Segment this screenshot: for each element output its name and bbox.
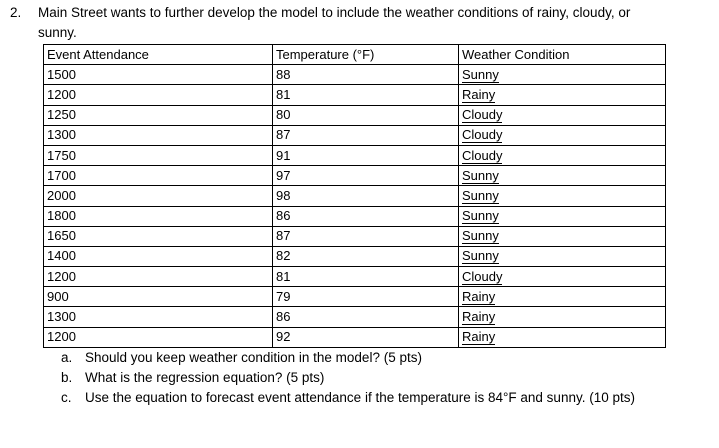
table-row [44,267,666,287]
weather-cell [459,105,666,125]
temperature-cell: 86 [273,206,459,226]
weather-value: Sunny [462,228,499,244]
attendance-cell: 1400 [44,246,273,266]
sub-question-c [61,390,635,405]
table-row [44,287,666,307]
weather-cell [459,125,666,145]
weather-cell [459,166,666,186]
weather-value: Rainy [462,309,496,325]
weather-value: Rainy [462,86,496,102]
attendance-cell: 1750 [44,145,273,165]
weather-cell [459,246,666,266]
table-row [44,246,666,266]
temperature-cell: 80 [273,105,459,125]
temperature-cell: 87 [273,125,459,145]
temperature-cell: 88 [273,65,459,85]
attendance-cell: 900 [44,287,273,307]
weather-cell [459,287,666,307]
weather-value: Sunny [462,167,499,183]
question-text: Main Street wants to further develop the model to include the weather conditions of rainy, cloudy, or [38,5,631,20]
table-row [44,226,666,246]
weather-value: Sunny [462,248,499,264]
table-row [44,125,666,145]
weather-value: Sunny [462,187,499,203]
weather-cell [459,65,666,85]
weather-value: Cloudy [462,127,503,143]
weather-cell [459,307,666,327]
sub-question-text: Use the equation to forecast event attendance if the temperature is 84°F and sunny. (10 pts) [85,390,635,405]
table-row [44,105,666,125]
weather-value: Sunny [462,66,499,82]
table-row [44,145,666,165]
attendance-cell: 1200 [44,327,273,347]
temperature-cell: 86 [273,307,459,327]
weather-value: Rainy [462,329,496,345]
table-row [44,186,666,206]
attendance-cell: 1200 [44,85,273,105]
table-row [44,307,666,327]
sub-question-text: Should you keep weather condition in the model? (5 pts) [85,350,422,365]
weather-cell [459,327,666,347]
question-number: 2. [10,5,22,20]
weather-value: Cloudy [462,268,503,284]
question-text-continued: sunny. [38,25,77,40]
attendance-cell: 1300 [44,307,273,327]
temperature-cell: 98 [273,186,459,206]
temperature-cell: 87 [273,226,459,246]
temperature-cell: 81 [273,85,459,105]
header-weather-condition: Weather Condition [459,45,666,65]
weather-cell [459,226,666,246]
sub-question-text: What is the regression equation? (5 pts) [85,370,325,385]
data-table [43,44,666,348]
sub-question-label: a. [61,350,73,365]
table-row [44,166,666,186]
weather-cell [459,206,666,226]
attendance-cell: 2000 [44,186,273,206]
sub-question-b [61,370,324,385]
temperature-cell: 91 [273,145,459,165]
weather-value: Rainy [462,288,496,304]
temperature-cell: 81 [273,267,459,287]
temperature-cell: 79 [273,287,459,307]
header-temperature: Temperature (°F) [273,45,459,65]
attendance-cell: 1500 [44,65,273,85]
attendance-cell: 1700 [44,166,273,186]
table-row [44,85,666,105]
attendance-cell: 1250 [44,105,273,125]
cropped-previous-text [0,0,719,3]
header-event-attendance: Event Attendance [44,45,273,65]
temperature-cell: 97 [273,166,459,186]
attendance-cell: 1300 [44,125,273,145]
attendance-cell: 1650 [44,226,273,246]
weather-cell [459,85,666,105]
attendance-cell: 1800 [44,206,273,226]
sub-question-label: c. [61,390,72,405]
weather-value: Sunny [462,208,499,224]
temperature-cell: 82 [273,246,459,266]
weather-cell [459,267,666,287]
table-row [44,327,666,347]
weather-value: Cloudy [462,147,503,163]
temperature-cell: 92 [273,327,459,347]
sub-question-label: b. [61,370,73,385]
weather-value: Cloudy [462,107,503,123]
table-header-row [44,45,666,65]
sub-question-a [61,350,422,365]
attendance-cell: 1200 [44,267,273,287]
weather-cell [459,145,666,165]
table-row [44,206,666,226]
weather-cell [459,186,666,206]
table-row [44,65,666,85]
